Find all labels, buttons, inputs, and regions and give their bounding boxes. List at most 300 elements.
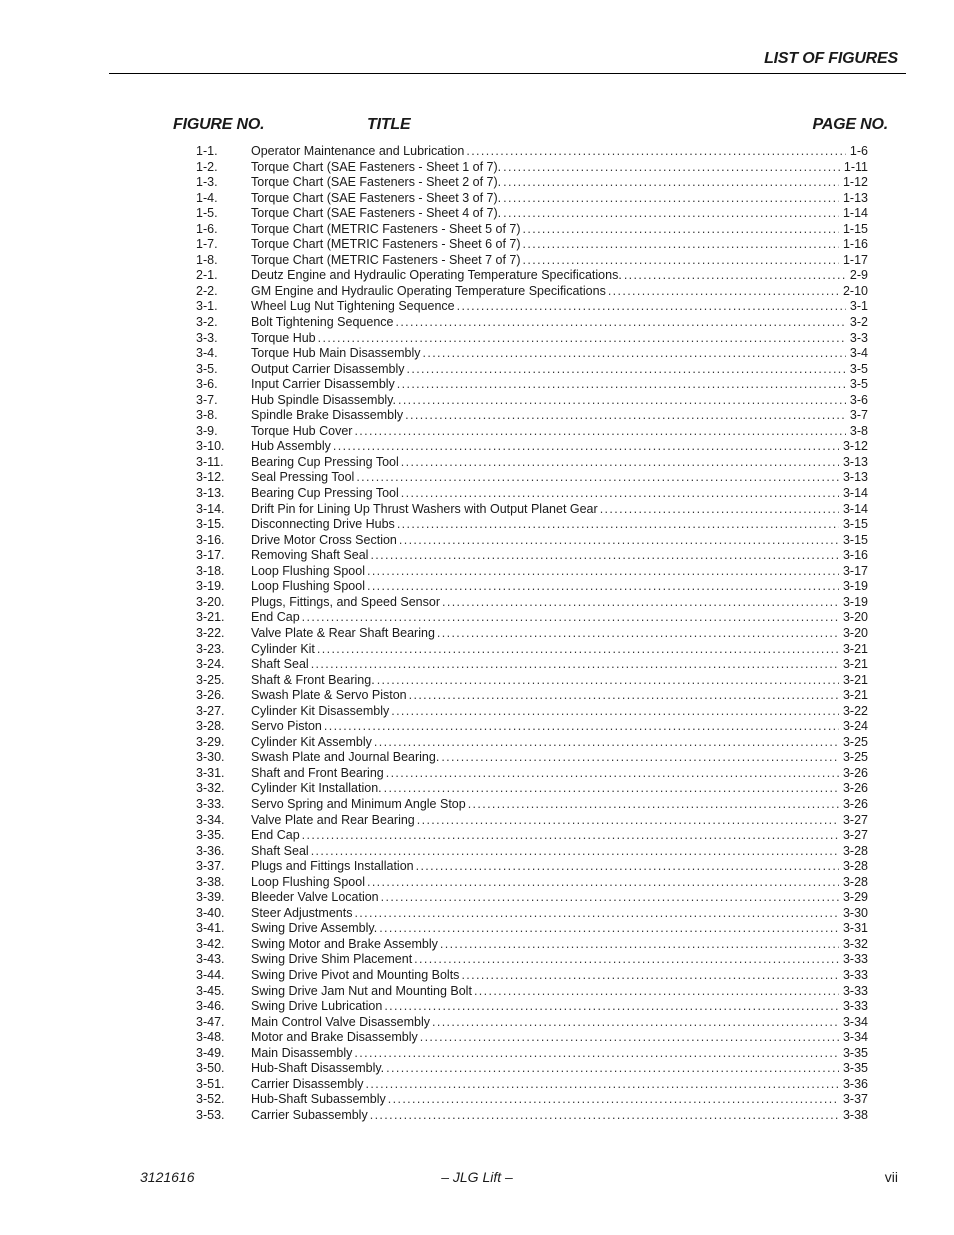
list-item[interactable]: [196, 268, 868, 284]
figure-number: 3-9.: [196, 423, 218, 438]
figure-page-number: 3-28: [842, 874, 868, 889]
list-item[interactable]: [196, 517, 868, 533]
dot-leader: [374, 735, 839, 751]
list-item[interactable]: [196, 206, 868, 222]
figure-title: Bearing Cup Pressing Tool: [251, 486, 399, 501]
figure-number: 3-34.: [196, 812, 225, 827]
figure-number: 3-4.: [196, 346, 218, 361]
figure-title: Swing Drive Lubrication: [251, 999, 383, 1014]
dot-leader: [503, 160, 840, 176]
dot-leader: [391, 704, 839, 720]
figure-number: 3-47.: [196, 1014, 225, 1029]
figure-number: 3-1.: [196, 299, 218, 314]
figure-page-number: 3-27: [842, 812, 868, 827]
figure-title: Torque Chart (SAE Fasteners - Sheet 3 of 7).: [251, 190, 502, 205]
figure-page-number: 3-4: [849, 346, 868, 361]
list-item[interactable]: [196, 362, 868, 378]
figure-title: Hub Spindle Disassembly.: [251, 392, 396, 407]
figure-page-number: 3-21: [842, 657, 868, 672]
figure-title: Drive Motor Cross Section: [251, 532, 397, 547]
list-item[interactable]: [196, 346, 868, 362]
figure-number: 1-1.: [196, 144, 218, 158]
list-item[interactable]: [196, 688, 868, 704]
figure-title: Spindle Brake Disassembly: [251, 408, 404, 423]
dot-leader: [503, 175, 839, 191]
figure-title: Wheel Lug Nut Tightening Sequence: [251, 299, 455, 314]
list-item[interactable]: [196, 766, 868, 782]
dot-leader: [503, 191, 839, 207]
figure-title: Torque Chart (METRIC Fasteners - Sheet 5 of 7): [251, 221, 521, 236]
figure-number: 3-14.: [196, 501, 225, 516]
figure-page-number: 3-34: [842, 1030, 868, 1045]
list-item[interactable]: [196, 579, 868, 595]
figure-title: Cylinder Kit Assembly: [251, 734, 372, 749]
list-item[interactable]: [196, 455, 868, 471]
list-item[interactable]: [196, 952, 868, 968]
figure-number: 3-50.: [196, 1061, 225, 1076]
figure-number: 3-51.: [196, 1076, 225, 1091]
list-item[interactable]: [196, 1046, 868, 1062]
figure-number: 3-39.: [196, 890, 225, 905]
list-item[interactable]: [196, 828, 868, 844]
list-item[interactable]: [196, 735, 868, 751]
dot-leader: [381, 890, 839, 906]
figure-page-number: 1-16: [842, 237, 868, 252]
dot-leader: [311, 657, 839, 673]
figure-number: 3-23.: [196, 641, 225, 656]
figure-number: 2-2.: [196, 283, 218, 298]
list-item[interactable]: [196, 408, 868, 424]
figure-number: 3-53.: [196, 1107, 225, 1122]
figure-page-number: 3-7: [849, 408, 868, 423]
figure-page-number: 3-14: [842, 486, 868, 501]
figure-title: Loop Flushing Spool: [251, 874, 365, 889]
dot-leader: [317, 642, 839, 658]
figure-title: Swing Drive Assembly.: [251, 921, 378, 936]
dot-leader: [397, 517, 839, 533]
dot-leader: [398, 393, 846, 409]
figure-title: Main Disassembly: [251, 1045, 353, 1060]
figure-page-number: 3-17: [842, 563, 868, 578]
figure-number: 3-19.: [196, 579, 225, 594]
figure-page-number: 1-12: [842, 175, 868, 190]
figure-title: Deutz Engine and Hydraulic Operating Temperature Specifications.: [251, 268, 622, 283]
figure-title: Shaft and Front Bearing: [251, 765, 384, 780]
figure-page-number: 3-16: [842, 548, 868, 563]
figure-page-number: 3-20: [842, 625, 868, 640]
list-item[interactable]: [196, 844, 868, 860]
list-item[interactable]: [196, 1108, 868, 1124]
dot-leader: [302, 828, 839, 844]
figure-title: Bearing Cup Pressing Tool: [251, 454, 399, 469]
figure-number: 3-48.: [196, 1030, 225, 1045]
figure-number: 3-13.: [196, 486, 225, 501]
figure-title: Torque Chart (SAE Fasteners - Sheet 4 of 7).: [251, 206, 502, 221]
figure-number: 2-1.: [196, 268, 218, 283]
figure-page-number: 1-17: [842, 252, 868, 267]
figure-page-number: 3-29: [842, 890, 868, 905]
dot-leader: [503, 206, 839, 222]
dot-leader: [324, 719, 839, 735]
list-item[interactable]: [196, 393, 868, 409]
figure-number: 3-32.: [196, 781, 225, 796]
list-item[interactable]: [196, 813, 868, 829]
figure-page-number: 3-14: [842, 501, 868, 516]
figure-page-number: 3-38: [842, 1107, 868, 1122]
figure-number: 3-7.: [196, 392, 218, 407]
figure-page-number: 1-15: [842, 221, 868, 236]
figure-number: 3-38.: [196, 874, 225, 889]
figure-page-number: 3-13: [842, 454, 868, 469]
figure-number: 3-42.: [196, 936, 225, 951]
figure-title: Torque Hub Main Disassembly: [251, 346, 421, 361]
figure-title: Swing Drive Jam Nut and Mounting Bolt: [251, 983, 472, 998]
figure-number: 3-43.: [196, 952, 225, 967]
figure-title: Bleeder Valve Location: [251, 890, 379, 905]
figure-title: Motor and Brake Disassembly: [251, 1030, 418, 1045]
list-item[interactable]: [196, 890, 868, 906]
figure-page-number: 3-6: [849, 392, 868, 407]
figure-number: 3-41.: [196, 921, 225, 936]
figure-number: 3-27.: [196, 703, 225, 718]
dot-leader: [401, 455, 839, 471]
list-item[interactable]: [196, 1092, 868, 1108]
list-item[interactable]: [196, 921, 868, 937]
dot-leader: [333, 439, 839, 455]
column-header-figure-no: FIGURE NO.: [173, 116, 265, 133]
dot-leader: [388, 1092, 839, 1108]
dot-leader: [440, 937, 839, 953]
dot-leader: [474, 984, 839, 1000]
figure-page-number: 3-24: [842, 719, 868, 734]
figure-title: Bolt Tightening Sequence: [251, 315, 394, 330]
figure-page-number: 3-25: [842, 734, 868, 749]
list-item[interactable]: [196, 906, 868, 922]
figure-title: Swing Drive Shim Placement: [251, 952, 413, 967]
figure-page-number: 3-31: [842, 921, 868, 936]
dot-leader: [397, 377, 846, 393]
figure-title: Hub Assembly: [251, 439, 331, 454]
figure-number: 1-7.: [196, 237, 218, 252]
dot-leader: [370, 1108, 839, 1124]
figure-page-number: 3-15: [842, 517, 868, 532]
figure-title: Plugs, Fittings, and Speed Sensor: [251, 594, 441, 609]
figure-number: 3-2.: [196, 315, 218, 330]
list-item[interactable]: [196, 1015, 868, 1031]
list-item[interactable]: [196, 253, 868, 269]
figure-title: Cylinder Kit: [251, 641, 315, 656]
figure-number: 3-33.: [196, 796, 225, 811]
list-item[interactable]: [196, 859, 868, 875]
figure-title: Carrier Disassembly: [251, 1076, 364, 1091]
figure-page-number: 3-25: [842, 750, 868, 765]
figure-title: End Cap: [251, 610, 300, 625]
dot-leader: [423, 346, 846, 362]
figure-number: 1-8.: [196, 252, 218, 267]
column-header-title: TITLE: [367, 116, 411, 133]
dot-leader: [523, 253, 839, 269]
figure-title: GM Engine and Hydraulic Operating Temperature Specifications: [251, 283, 606, 298]
figure-title: Removing Shaft Seal: [251, 548, 369, 563]
list-item[interactable]: [196, 781, 868, 797]
figure-title: Valve Plate & Rear Shaft Bearing: [251, 625, 435, 640]
figure-title: Carrier Subassembly: [251, 1107, 368, 1122]
list-item[interactable]: [196, 144, 868, 160]
figure-page-number: 3-1: [849, 299, 868, 314]
figure-title: Drift Pin for Lining Up Thrust Washers with Output Planet Gear: [251, 501, 598, 516]
dot-leader: [354, 906, 839, 922]
figure-title: Loop Flushing Spool: [251, 563, 365, 578]
figure-page-number: 1-11: [843, 159, 868, 174]
figure-page-number: 3-35: [842, 1045, 868, 1060]
figure-number: 1-3.: [196, 175, 218, 190]
figure-title: Swing Drive Pivot and Mounting Bolts: [251, 967, 460, 982]
dot-leader: [367, 875, 839, 891]
list-item[interactable]: [196, 486, 868, 502]
dot-leader: [466, 144, 846, 160]
list-item[interactable]: [196, 315, 868, 331]
figure-page-number: 3-21: [842, 672, 868, 687]
list-item[interactable]: [196, 797, 868, 813]
figure-title: Main Control Valve Disassembly: [251, 1014, 430, 1029]
figure-title: Shaft Seal: [251, 843, 309, 858]
figure-title: Torque Hub Cover: [251, 423, 353, 438]
figure-page-number: 3-26: [842, 781, 868, 796]
footer-company: – JLG Lift –: [441, 1169, 513, 1185]
dot-leader: [414, 952, 839, 968]
figure-page-number: 1-14: [842, 206, 868, 221]
figure-number: 3-11.: [196, 454, 224, 469]
figure-title: Hub-Shaft Disassembly.: [251, 1061, 385, 1076]
figure-page-number: 3-28: [842, 843, 868, 858]
figure-number: 3-8.: [196, 408, 218, 423]
figure-title: Plugs and Fittings Installation: [251, 859, 414, 874]
dot-leader: [416, 859, 839, 875]
figure-page-number: 3-19: [842, 579, 868, 594]
figure-page-number: 3-26: [842, 765, 868, 780]
list-item[interactable]: [196, 875, 868, 891]
list-item[interactable]: [196, 284, 868, 300]
list-item[interactable]: [196, 439, 868, 455]
figure-page-number: 3-22: [842, 703, 868, 718]
figure-page-number: 3-34: [842, 1014, 868, 1029]
figure-page-number: 3-5: [849, 361, 868, 376]
dot-leader: [370, 548, 839, 564]
figure-title: Torque Chart (METRIC Fasteners - Sheet 6 of 7): [251, 237, 521, 252]
figure-number: 1-4.: [196, 190, 218, 205]
figure-title: Servo Piston: [251, 719, 322, 734]
list-item[interactable]: [196, 1061, 868, 1077]
figure-number: 3-44.: [196, 967, 225, 982]
figure-title: Cylinder Kit Disassembly: [251, 703, 390, 718]
figure-title: Servo Spring and Minimum Angle Stop: [251, 796, 466, 811]
figure-number: 3-36.: [196, 843, 225, 858]
list-item[interactable]: [196, 424, 868, 440]
list-item[interactable]: [196, 610, 868, 626]
dot-leader: [384, 999, 839, 1015]
figure-number: 3-26.: [196, 688, 225, 703]
figure-page-number: 3-36: [842, 1076, 868, 1091]
list-item[interactable]: [196, 222, 868, 238]
list-item[interactable]: [196, 750, 868, 766]
figure-number: 3-49.: [196, 1045, 225, 1060]
figure-title: Swash Plate and Journal Bearing.: [251, 750, 440, 765]
dot-leader: [420, 1030, 839, 1046]
page-header-title: LIST OF FIGURES: [764, 50, 898, 67]
figure-page-number: 3-27: [842, 828, 868, 843]
figure-number: 3-31.: [196, 765, 225, 780]
dot-leader: [367, 564, 839, 580]
figure-number: 3-17.: [196, 548, 225, 563]
figure-page-number: 3-26: [842, 796, 868, 811]
figure-page-number: 3-33: [842, 967, 868, 982]
figure-title: Steer Adjustments: [251, 905, 353, 920]
figure-title: Torque Chart (SAE Fasteners - Sheet 2 of 7).: [251, 175, 502, 190]
figure-number: 3-30.: [196, 750, 225, 765]
dot-leader: [318, 331, 846, 347]
figure-page-number: 3-20: [842, 610, 868, 625]
figure-number: 3-37.: [196, 859, 225, 874]
list-item[interactable]: [196, 470, 868, 486]
dot-leader: [379, 921, 839, 937]
list-item[interactable]: [196, 502, 868, 518]
figure-title: Loop Flushing Spool: [251, 579, 365, 594]
dot-leader: [437, 626, 839, 642]
figure-page-number: 3-35: [842, 1061, 868, 1076]
figure-page-number: 3-30: [842, 905, 868, 920]
dot-leader: [384, 781, 839, 797]
figure-page-number: 3-5: [849, 377, 868, 392]
dot-leader: [624, 268, 846, 284]
figure-number: 3-22.: [196, 625, 225, 640]
dot-leader: [401, 486, 839, 502]
figure-page-number: 3-33: [842, 952, 868, 967]
dot-leader: [302, 610, 839, 626]
list-item[interactable]: [196, 548, 868, 564]
list-item[interactable]: [196, 533, 868, 549]
figure-number: 3-35.: [196, 828, 225, 843]
list-item[interactable]: [196, 1077, 868, 1093]
figure-page-number: 2-9: [849, 268, 868, 283]
figure-page-number: 3-28: [842, 859, 868, 874]
figure-number: 3-12.: [196, 470, 225, 485]
figure-number: 3-46.: [196, 999, 225, 1014]
figure-number: 3-25.: [196, 672, 225, 687]
list-item[interactable]: [196, 160, 868, 176]
dot-leader: [608, 284, 839, 300]
dot-leader: [354, 1046, 839, 1062]
figure-number: 3-3.: [196, 330, 218, 345]
list-item[interactable]: [196, 191, 868, 207]
list-item[interactable]: [196, 704, 868, 720]
dot-leader: [366, 1077, 839, 1093]
figure-title: Cylinder Kit Installation.: [251, 781, 382, 796]
dot-leader: [386, 1061, 839, 1077]
figure-page-number: 1-6: [849, 144, 868, 158]
figure-number: 3-10.: [196, 439, 225, 454]
figure-number: 3-15.: [196, 517, 225, 532]
footer-page-number: vii: [884, 1169, 898, 1185]
figure-page-number: 3-3: [849, 330, 868, 345]
figure-page-number: 3-21: [842, 688, 868, 703]
list-item[interactable]: [196, 937, 868, 953]
figure-page-number: 3-19: [842, 594, 868, 609]
figure-number: 3-28.: [196, 719, 225, 734]
list-item[interactable]: [196, 299, 868, 315]
figure-title: Swash Plate & Servo Piston: [251, 688, 407, 703]
list-item[interactable]: [196, 719, 868, 735]
dot-leader: [367, 579, 839, 595]
list-item[interactable]: [196, 564, 868, 580]
list-item[interactable]: [196, 331, 868, 347]
dot-leader: [468, 797, 839, 813]
footer-doc-number: 3121616: [140, 1169, 195, 1185]
list-item[interactable]: [196, 673, 868, 689]
figure-number: 3-5.: [196, 361, 218, 376]
figure-title: Hub-Shaft Subassembly: [251, 1092, 386, 1107]
figure-title: Shaft Seal: [251, 657, 309, 672]
dot-leader: [441, 750, 839, 766]
figure-title: Swing Motor and Brake Assembly: [251, 936, 438, 951]
figure-page-number: 3-32: [842, 936, 868, 951]
dot-leader: [356, 470, 839, 486]
dot-leader: [417, 813, 839, 829]
figure-title: Output Carrier Disassembly: [251, 361, 405, 376]
dot-leader: [461, 968, 839, 984]
figure-title: Seal Pressing Tool: [251, 470, 355, 485]
figure-title: Disconnecting Drive Hubs: [251, 517, 395, 532]
figure-title: Input Carrier Disassembly: [251, 377, 395, 392]
figure-title: Shaft & Front Bearing.: [251, 672, 375, 687]
figure-number: 3-24.: [196, 657, 225, 672]
figure-title: Operator Maintenance and Lubrication: [251, 144, 465, 158]
list-item[interactable]: [196, 984, 868, 1000]
list-item[interactable]: [196, 626, 868, 642]
dot-leader: [442, 595, 839, 611]
figure-number: 3-29.: [196, 734, 225, 749]
list-item[interactable]: [196, 657, 868, 673]
figure-page-number: 3-15: [842, 532, 868, 547]
dot-leader: [432, 1015, 839, 1031]
list-item[interactable]: [196, 377, 868, 393]
dot-leader: [377, 673, 839, 689]
figure-page-number: 3-2: [849, 315, 868, 330]
figure-number: 3-45.: [196, 983, 225, 998]
dot-leader: [311, 844, 839, 860]
list-item[interactable]: [196, 1030, 868, 1046]
figure-title: Torque Chart (METRIC Fasteners - Sheet 7 of 7): [251, 252, 521, 267]
figure-page-number: 1-13: [842, 190, 868, 205]
dot-leader: [407, 362, 846, 378]
list-item[interactable]: [196, 642, 868, 658]
figure-number: 1-2.: [196, 159, 218, 174]
dot-leader: [457, 299, 846, 315]
list-item[interactable]: [196, 237, 868, 253]
dot-leader: [354, 424, 845, 440]
list-item[interactable]: [196, 595, 868, 611]
figure-page-number: 2-10: [842, 283, 868, 298]
figure-page-number: 3-8: [849, 423, 868, 438]
figure-page-number: 3-12: [842, 439, 868, 454]
figure-number: 3-16.: [196, 532, 225, 547]
figure-list: [196, 144, 868, 1123]
list-item[interactable]: [196, 175, 868, 191]
list-item[interactable]: [196, 999, 868, 1015]
figure-number: 3-52.: [196, 1092, 225, 1107]
dot-leader: [405, 408, 846, 424]
list-item[interactable]: [196, 968, 868, 984]
figure-number: 3-21.: [196, 610, 225, 625]
